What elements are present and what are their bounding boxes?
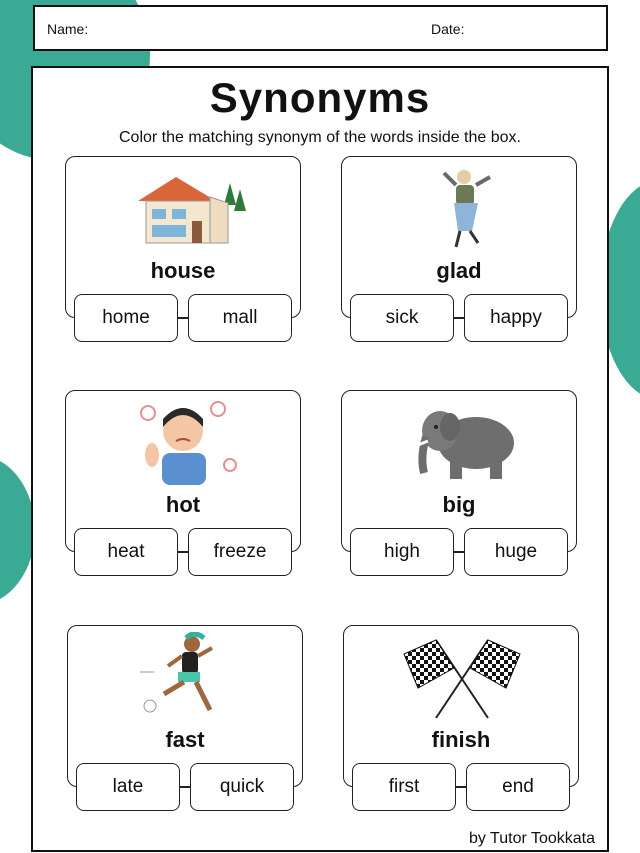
sweating-boy-icon (118, 397, 248, 485)
option-button[interactable]: sick (350, 294, 454, 342)
worksheet (31, 66, 609, 852)
option-button[interactable]: happy (464, 294, 568, 342)
card-big (341, 390, 577, 562)
target-word: glad (436, 258, 482, 283)
target-word: hot (165, 492, 201, 517)
happy-person-icon (394, 163, 524, 251)
target-word: house (150, 258, 216, 283)
option-button[interactable]: heat (74, 528, 178, 576)
name-label: Name: (47, 21, 89, 37)
date-label: Date: (431, 21, 465, 37)
card-finish (343, 625, 579, 797)
option-button[interactable]: late (76, 763, 180, 811)
card-hot (65, 390, 301, 562)
elephant-icon (394, 397, 524, 485)
credit-text: by Tutor Tookkata (469, 830, 595, 847)
option-button[interactable]: freeze (188, 528, 292, 576)
card-glad (341, 156, 577, 328)
option-button[interactable]: mall (188, 294, 292, 342)
header-box (33, 5, 608, 51)
instructions: Color the matching synonym of the words inside the box. (119, 129, 521, 146)
card-fast (67, 625, 303, 797)
option-button[interactable]: first (352, 763, 456, 811)
option-button[interactable]: quick (190, 763, 294, 811)
target-word: finish (431, 727, 491, 752)
running-person-icon (120, 632, 250, 720)
checkered-flags-icon (396, 632, 526, 720)
option-button[interactable]: end (466, 763, 570, 811)
page-title: Synonyms (209, 74, 431, 121)
card-house (65, 156, 301, 328)
option-button[interactable]: home (74, 294, 178, 342)
house-icon (118, 163, 248, 251)
option-button[interactable]: high (350, 528, 454, 576)
option-button[interactable]: huge (464, 528, 568, 576)
target-word: fast (165, 727, 205, 752)
decor-blob-left (0, 455, 35, 605)
target-word: big (442, 492, 476, 517)
